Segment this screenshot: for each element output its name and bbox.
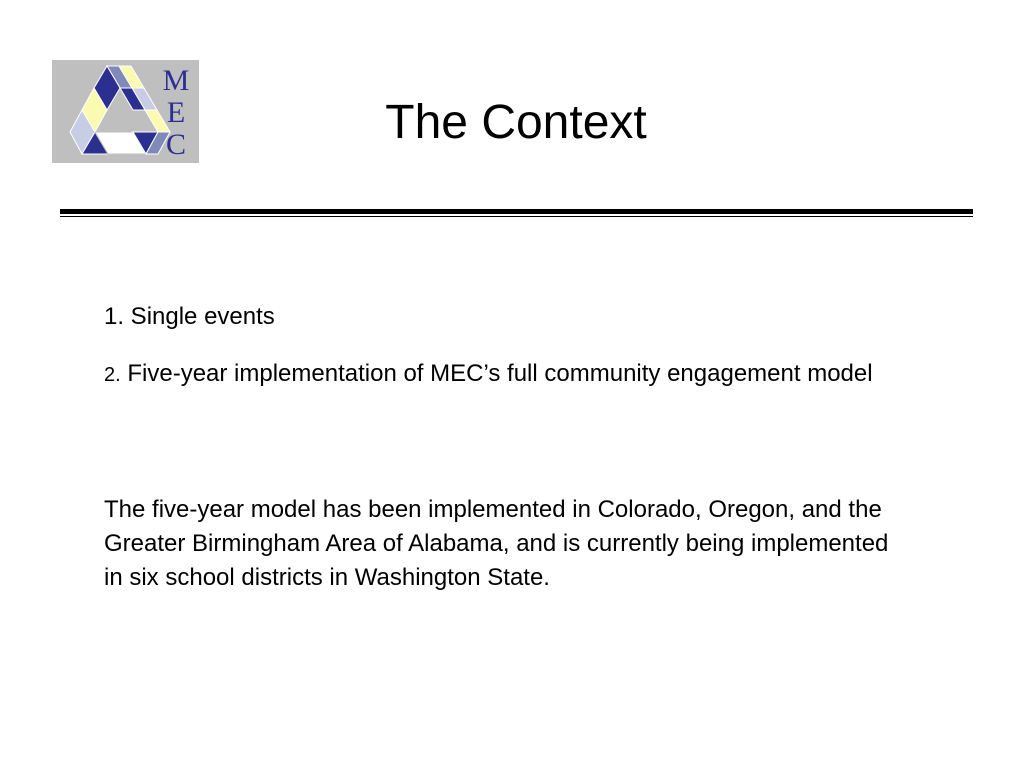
list-item-number: 2. <box>104 364 121 386</box>
svg-text:E: E <box>166 96 186 129</box>
list-item-number: 1. <box>104 303 125 330</box>
title-divider-thin <box>60 216 973 217</box>
body-paragraph: The five-year model has been implemented in Colorado, Oregon, and the Greater Birmingham Area of Alabama, and is currently being implemented in six school districts in Washington State. <box>104 496 889 591</box>
svg-text:M: M <box>162 64 190 97</box>
list-item <box>104 357 904 392</box>
list-item-text: Single events <box>124 303 275 330</box>
slide-title: The Context <box>385 96 647 149</box>
svg-text:C: C <box>165 128 187 161</box>
list-item-text: Five-year implementation of MEC’s full community engagement model <box>120 360 873 387</box>
list-item <box>104 300 904 334</box>
title-divider <box>60 209 973 214</box>
